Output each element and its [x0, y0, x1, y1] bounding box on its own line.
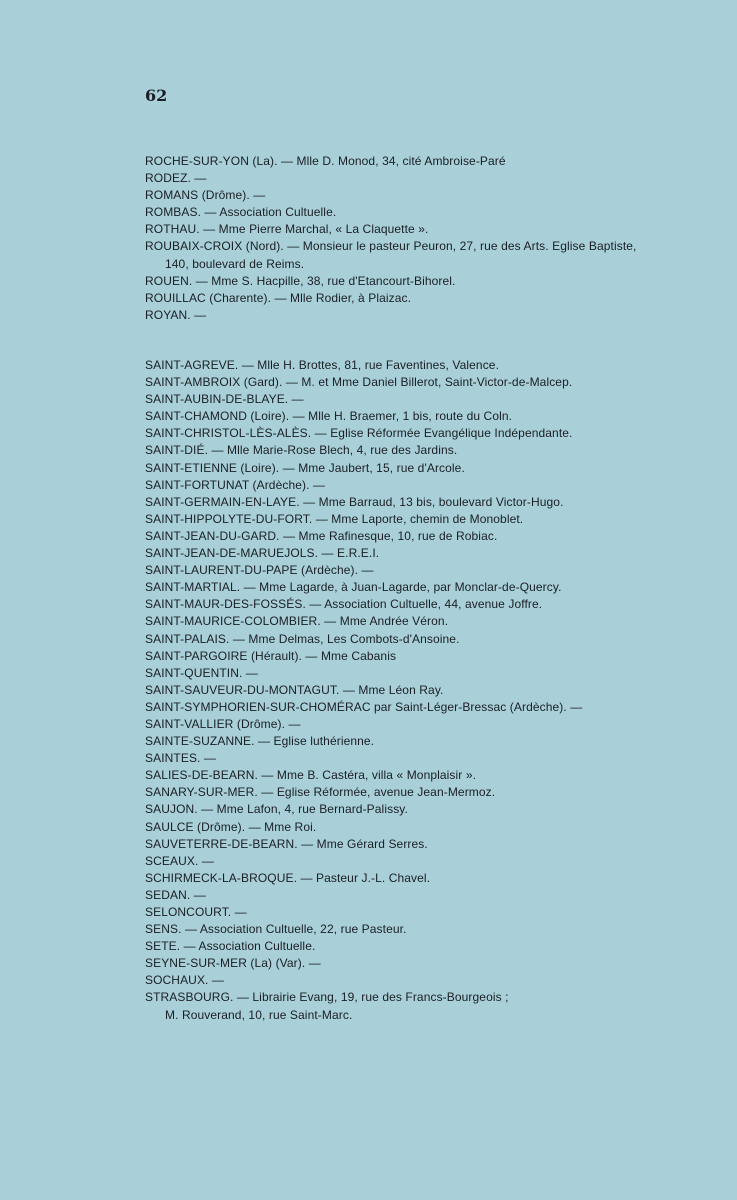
list-item: SANARY-SUR-MER. — Eglise Réformée, avenue Jean-Mermoz. [145, 785, 496, 800]
list-item: SAINT-LAURENT-DU-PAPE (Ardèche). — [145, 563, 374, 578]
list-item-continuation: M. Rouverand, 10, rue Saint-Marc. [165, 1007, 353, 1022]
list-item: SAINTES. — [145, 751, 217, 766]
list-item: SCHIRMECK-LA-BROQUE. — Pasteur J.-L. Chavel. [145, 870, 431, 885]
list-item: SALIES-DE-BEARN. — Mme B. Castéra, villa « Monplaisir ». [145, 768, 477, 783]
list-item: SAINT-JEAN-DU-GARD. — Mme Rafinesque, 10, rue de Robiac. [145, 528, 498, 543]
list-item: SAINT-HIPPOLYTE-DU-FORT. — Mme Laporte, chemin de Monoblet. [145, 511, 524, 526]
list-item: RODEZ. — [145, 171, 207, 186]
list-item: ROMBAS. — Association Cultuelle. [145, 205, 337, 220]
list-item: SAINT-AUBIN-DE-BLAYE. — [145, 392, 304, 407]
list-item: SAINT-AGREVE. — Mlle H. Brottes, 81, rue Faventines, Valence. [145, 358, 500, 372]
list-item: ROYAN. — [145, 307, 207, 322]
list-item: SAINT-DIÉ. — Mlle Marie-Rose Blech, 4, rue des Jardins. [145, 443, 458, 458]
list-item: SENS. — Association Cultuelle, 22, rue Pasteur. [145, 922, 407, 937]
list-item: ROTHAU. — Mme Pierre Marchal, « La Claquette ». [145, 222, 429, 237]
directory-block-r [145, 153, 705, 324]
list-item: SAUVETERRE-DE-BEARN. — Mme Gérard Serres. [145, 836, 428, 851]
list-item: SAINT-SYMPHORIEN-SUR-CHOMÉRAC par Saint-Léger-Bressac (Ardèche). — [145, 699, 583, 714]
list-item: SEDAN. — [145, 887, 206, 902]
list-item: SAINT-JEAN-DE-MARUEJOLS. — E.R.E.I. [145, 546, 380, 561]
list-item: SAINT-MAURICE-COLOMBIER. — Mme Andrée Véron. [145, 614, 449, 629]
list-item: SAINT-AMBROIX (Gard). — M. et Mme Daniel Billerot, Saint-Victor-de-Malcep. [145, 375, 573, 390]
list-item-continuation: 140, boulevard de Reims. [165, 256, 305, 271]
list-item: SAINT-ETIENNE (Loire). — Mme Jaubert, 15, rue d'Arcole. [145, 460, 465, 475]
list-item: SAINT-MAUR-DES-FOSSÉS. — Association Cultuelle, 44, avenue Joffre. [145, 597, 543, 612]
list-item: SAINT-FORTUNAT (Ardèche). — [145, 477, 326, 492]
list-item: ROUILLAC (Charente). — Mlle Rodier, à Plaizac. [145, 290, 412, 305]
page-number: 62 [145, 86, 168, 105]
list-item: ROMANS (Drôme). — [145, 188, 266, 203]
list-item: ROUEN. — Mme S. Hacpille, 38, rue d'Etancourt-Bihorel. [145, 273, 456, 288]
list-item: SAUJON. — Mme Lafon, 4, rue Bernard-Palissy. [145, 802, 408, 817]
list-item: SAINT-VALLIER (Drôme). — [145, 716, 301, 731]
list-item: ROCHE-SUR-YON (La). — Mlle D. Monod, 34, cité Ambroise-Paré [145, 154, 506, 168]
list-item: SAINT-GERMAIN-EN-LAYE. — Mme Barraud, 13 bis, boulevard Victor-Hugo. [145, 494, 564, 509]
list-item: SAINT-CHRISTOL-LÈS-ALÈS. — Eglise Réformée Evangélique Indépendante. [145, 426, 573, 441]
list-item: SAINT-MARTIAL. — Mme Lagarde, à Juan-Lagarde, par Monclar-de-Quercy. [145, 580, 562, 595]
list-item: SOCHAUX. — [145, 973, 225, 988]
list-item: SAINT-PARGOIRE (Hérault). — Mme Cabanis [145, 648, 397, 663]
list-item: SCEAUX. — [145, 853, 214, 868]
list-item: SETE. — Association Cultuelle. [145, 939, 316, 954]
list-item: SELONCOURT. — [145, 905, 247, 919]
list-item: STRASBOURG. — Librairie Evang, 19, rue des Francs-Bourgeois ; [145, 990, 509, 1005]
list-item: SAULCE (Drôme). — Mme Roi. [145, 819, 317, 834]
list-item: SAINT-SAUVEUR-DU-MONTAGUT. — Mme Léon Ray. [145, 682, 444, 697]
list-item: SAINT-QUENTIN. — [145, 665, 258, 680]
list-item: SAINTE-SUZANNE. — Eglise luthérienne. [145, 734, 375, 749]
list-item: SAINT-PALAIS. — Mme Delmas, Les Combots-d'Ansoine. [145, 631, 460, 646]
list-item: SAINT-CHAMOND (Loire). — Mlle H. Braemer, 1 bis, route du Coln. [145, 409, 513, 424]
directory-block-s [145, 357, 705, 1024]
list-item: SEYNE-SUR-MER (La) (Var). — [145, 956, 321, 971]
list-item: ROUBAIX-CROIX (Nord). — Monsieur le pasteur Peuron, 27, rue des Arts. Eglise Baptiste, [145, 239, 637, 254]
